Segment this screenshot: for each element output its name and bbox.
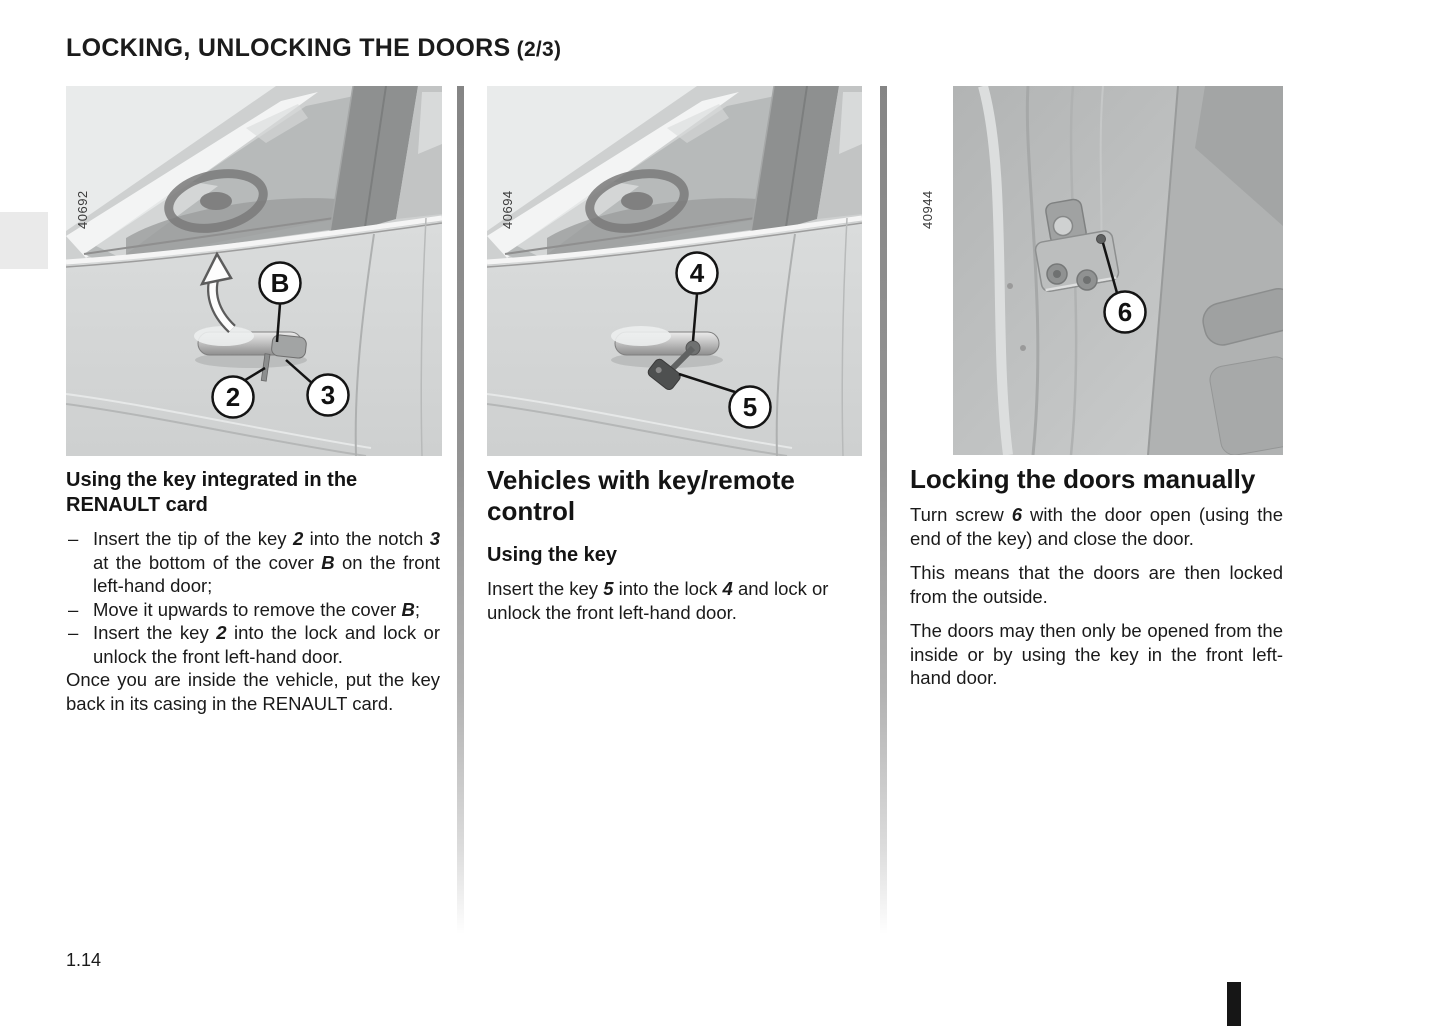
column-manual-locking — [910, 86, 1283, 690]
bullet-marker: – — [68, 622, 79, 643]
list-item — [66, 598, 440, 622]
bullet-marker: – — [68, 528, 79, 549]
page-title-suffix: (2/3) — [510, 38, 562, 61]
key-in-lock-illustration — [487, 86, 862, 456]
svg-text:2: 2 — [225, 382, 241, 412]
svg-text:4: 4 — [689, 258, 705, 288]
figure-number: 40692 — [75, 190, 90, 229]
body-paragraph: Turn screw 6 with the door open (using the end of the key) and close the door. — [910, 504, 1283, 549]
callout-5 — [730, 387, 771, 428]
bullet-marker: – — [68, 598, 79, 620]
list-item-text: Insert the tip of the key 2 into the notch 3 at the bottom of the cover B on the front left-hand door; — [93, 528, 440, 596]
list-item-text: Move it upwards to remove the cover B; — [93, 598, 420, 620]
figure-door-lock-screw — [920, 86, 1283, 455]
column-key-remote — [487, 86, 862, 624]
column-divider — [457, 86, 464, 934]
door-handle-cover-illustration — [66, 86, 442, 456]
callout-3 — [308, 375, 349, 416]
figure-door-handle-cover — [66, 86, 440, 456]
column-divider — [880, 86, 887, 934]
bullet-list — [66, 527, 440, 668]
svg-text:5: 5 — [742, 392, 758, 422]
svg-text:B: B — [270, 268, 290, 298]
body-paragraph: The doors may then only be opened from the inside or by using the key in the front left-hand door. — [910, 620, 1283, 688]
figure-key-in-lock — [487, 86, 862, 456]
sub-heading: Using the key — [487, 544, 618, 566]
list-item-text: Insert the key 2 into the lock and lock or unlock the front left-hand door. — [93, 622, 440, 667]
figure-number: 40944 — [920, 190, 935, 229]
figure-number: 40694 — [500, 190, 515, 229]
column-key-card — [66, 86, 440, 715]
page-number: 1.14 — [66, 950, 102, 970]
list-item — [66, 527, 440, 598]
closing-paragraph: Once you are inside the vehicle, put the key back in its casing in the RENAULT card. — [66, 669, 440, 714]
callout-6 — [1105, 292, 1146, 333]
section-heading: Using the key integrated in the RENAULT card — [66, 469, 358, 516]
section-heading: Vehicles with key/remote control — [487, 465, 795, 526]
callout-b — [260, 263, 301, 304]
body-paragraph: Insert the key 5 into the lock 4 and lock or unlock the front left-hand door. — [487, 578, 829, 623]
page-title-text: LOCKING, UNLOCKING THE DOORS — [66, 34, 511, 62]
svg-text:6: 6 — [1117, 297, 1133, 327]
section-tab-marker — [0, 212, 48, 269]
svg-text:3: 3 — [320, 380, 336, 410]
list-item — [66, 621, 440, 668]
callout-2 — [213, 377, 254, 418]
section-index-bar — [1227, 982, 1241, 1026]
door-lock-screw-illustration — [953, 86, 1283, 455]
lock-screw — [1097, 235, 1106, 244]
page-title — [66, 34, 561, 63]
callout-4 — [677, 253, 718, 294]
body-paragraph: This means that the doors are then locked from the outside. — [910, 562, 1283, 607]
section-heading: Locking the doors manually — [910, 464, 1256, 494]
